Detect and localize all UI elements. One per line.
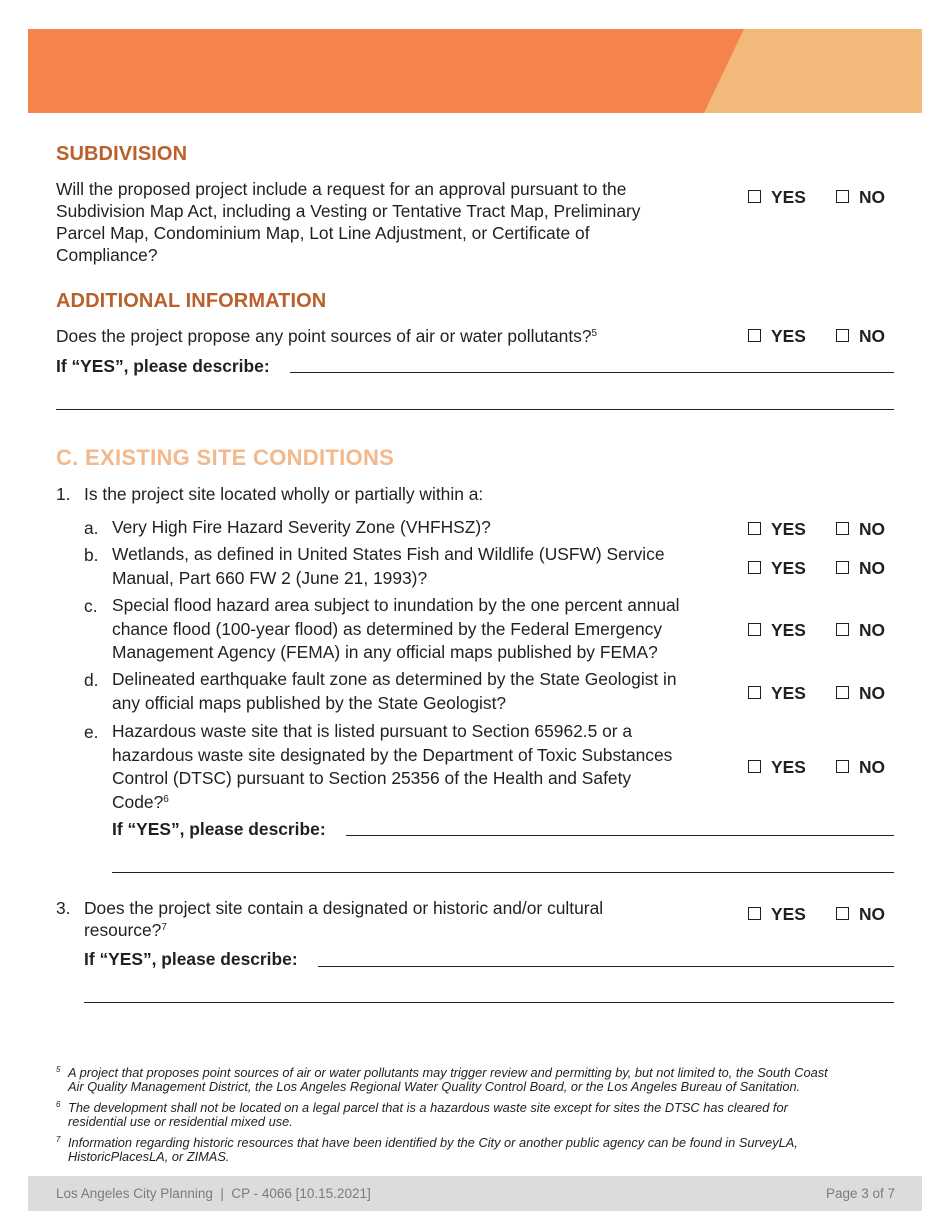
- item-a-yes-checkbox[interactable]: [748, 522, 761, 535]
- pollutants-yes-checkbox[interactable]: [748, 329, 761, 342]
- footnote-line: A project that proposes point sources of air or water pollutants may trigger review and permitting by, but not limited to, the South Coast: [68, 1065, 828, 1080]
- item-a-text: [112, 516, 491, 540]
- yes-label: YES: [771, 683, 806, 703]
- item-e-letter: e.: [84, 722, 99, 742]
- item-line: Manual, Part 660 FW 2 (June 21, 1993)?: [112, 567, 428, 588]
- footnote-ref: 5: [591, 328, 598, 339]
- footnote: [56, 1066, 916, 1094]
- footnote-number: 5: [56, 1065, 61, 1074]
- pollutants-describe-line-1[interactable]: [290, 372, 894, 373]
- page-footer: [28, 1176, 922, 1211]
- header-banner: [28, 29, 922, 113]
- no-label: NO: [859, 519, 886, 539]
- no-label: NO: [859, 558, 886, 578]
- item-c-no-checkbox[interactable]: [836, 623, 849, 636]
- item-line: Management Agency (FEMA) in any official maps published by FEMA?: [112, 642, 658, 662]
- yes-label: YES: [771, 757, 806, 777]
- no-label: NO: [859, 904, 886, 924]
- item-line: Wetlands, as defined in United States Fish and Wildlife (USFW) Service: [112, 544, 665, 564]
- footnote-line: HistoricPlacesLA, or ZIMAS.: [68, 1149, 230, 1164]
- q3-describe-label: If “YES”, please describe:: [84, 949, 298, 969]
- footnote-ref: 7: [161, 922, 167, 933]
- pollutants-describe-label: If “YES”, please describe:: [56, 356, 270, 376]
- item-a-letter: a.: [84, 518, 99, 538]
- item-line: Delineated earthquake fault zone as determined by the State Geologist in: [112, 669, 677, 689]
- yes-label: YES: [771, 187, 806, 207]
- no-label: NO: [859, 757, 886, 777]
- item-line: any official maps published by the State Geologist?: [112, 692, 507, 713]
- banner-accent-shape: [28, 29, 922, 113]
- footnote-text: [68, 1066, 828, 1094]
- item-c-yes-checkbox[interactable]: [748, 623, 761, 636]
- footer-page-number: Page 3 of 7: [825, 1186, 895, 1201]
- item-c-text: [112, 594, 680, 665]
- footnote-ref: 6: [163, 793, 169, 805]
- footnote-line: residential use or residential mixed use.: [68, 1114, 293, 1129]
- existing-conditions-heading: C. EXISTING SITE CONDITIONS: [56, 445, 395, 470]
- item-d-text: [112, 668, 677, 715]
- item-b-yes-checkbox[interactable]: [748, 561, 761, 574]
- question-line: Subdivision Map Act, including a Vesting or Tentative Tract Map, Preliminary: [56, 201, 641, 221]
- item-d-no-checkbox[interactable]: [836, 686, 849, 699]
- item-a-no-checkbox[interactable]: [836, 522, 849, 535]
- q1-text: Is the project site located wholly or partially within a:: [84, 484, 484, 504]
- footnote-line: Air Quality Management District, the Los Angeles Regional Water Quality Control Board, or the Los Angeles Bureau of Sanitation.: [68, 1079, 801, 1094]
- item-e-text: [112, 720, 672, 814]
- item-e-no-checkbox[interactable]: [836, 760, 849, 773]
- question-line: Parcel Map, Condominium Map, Lot Line Adjustment, or Certificate of: [56, 223, 590, 243]
- q1-describe-line-2[interactable]: [112, 872, 894, 873]
- pollutants-question: [56, 325, 597, 347]
- item-b-no-checkbox[interactable]: [836, 561, 849, 574]
- footer-document-id: Los Angeles City Planning | CP - 4066 [10.15.2021]: [56, 1186, 371, 1201]
- footnote: [56, 1101, 916, 1129]
- item-b-letter: b.: [84, 545, 99, 565]
- yes-label: YES: [771, 620, 806, 640]
- q3-yes-checkbox[interactable]: [748, 907, 761, 920]
- footnote: [56, 1136, 916, 1164]
- subdivision-heading: SUBDIVISION: [56, 143, 188, 165]
- q1-describe-line-1[interactable]: [346, 835, 894, 836]
- footnote-text: [68, 1101, 788, 1129]
- question-line: Compliance?: [56, 245, 158, 265]
- question-line: Will the proposed project include a request for an approval pursuant to the: [56, 179, 627, 199]
- yes-label: YES: [771, 904, 806, 924]
- footnote-line: The development shall not be located on a legal parcel that is a hazardous waste site except for sites the DTSC has cleared for: [68, 1100, 788, 1115]
- q3-line: [84, 919, 603, 941]
- yes-label: YES: [771, 519, 806, 539]
- q3-no-checkbox[interactable]: [836, 907, 849, 920]
- yes-label: YES: [771, 326, 806, 346]
- q1-number: 1.: [56, 484, 71, 504]
- item-b-text: [112, 543, 665, 590]
- pollutants-no-checkbox[interactable]: [836, 329, 849, 342]
- item-line: Special flood hazard area subject to inundation by the one percent annual: [112, 595, 680, 615]
- subdivision-no-checkbox[interactable]: [836, 190, 849, 203]
- no-label: NO: [859, 683, 886, 703]
- item-line: hazardous waste site designated by the Department of Toxic Substances: [112, 744, 673, 765]
- q3-describe-line-2[interactable]: [84, 1002, 894, 1003]
- footnote-number: 6: [56, 1100, 61, 1109]
- subdivision-yes-checkbox[interactable]: [748, 190, 761, 203]
- item-line: chance flood (100-year flood) as determined by the Federal Emergency: [112, 618, 663, 639]
- pollutants-question-text: Does the project propose any point sources of air or water pollutants?: [56, 326, 592, 346]
- item-line: Control (DTSC) pursuant to Section 25356 of the Health and Safety: [112, 768, 632, 788]
- q3-text: [84, 897, 603, 941]
- q3-describe-line-1[interactable]: [318, 966, 894, 967]
- q3-line-text: resource?: [84, 920, 162, 940]
- no-label: NO: [859, 187, 886, 207]
- q3-line: Does the project site contain a designated or historic and/or cultural: [84, 898, 604, 918]
- subdivision-question: [56, 178, 726, 266]
- item-line: Very High Fire Hazard Severity Zone (VHFHSZ)?: [112, 517, 491, 537]
- yes-label: YES: [771, 558, 806, 578]
- item-line-text: Code?: [112, 791, 164, 812]
- no-label: NO: [859, 620, 886, 640]
- footnote-number: 7: [56, 1135, 61, 1144]
- item-c-letter: c.: [84, 596, 98, 616]
- footnotes: [56, 1066, 916, 1164]
- item-line: [112, 791, 672, 815]
- no-label: NO: [859, 326, 886, 346]
- item-e-yes-checkbox[interactable]: [748, 760, 761, 773]
- item-d-yes-checkbox[interactable]: [748, 686, 761, 699]
- item-d-letter: d.: [84, 670, 99, 690]
- footnote-line: Information regarding historic resources that have been identified by the City or another public agency can be found in SurveyLA,: [68, 1135, 798, 1150]
- item-line: Hazardous waste site that is listed pursuant to Section 65962.5 or a: [112, 721, 633, 741]
- pollutants-describe-line-2[interactable]: [56, 409, 894, 410]
- additional-info-heading: ADDITIONAL INFORMATION: [56, 290, 327, 312]
- q1-describe-label: If “YES”, please describe:: [112, 819, 326, 839]
- footnote-text: [68, 1136, 798, 1164]
- q3-number: 3.: [56, 898, 71, 918]
